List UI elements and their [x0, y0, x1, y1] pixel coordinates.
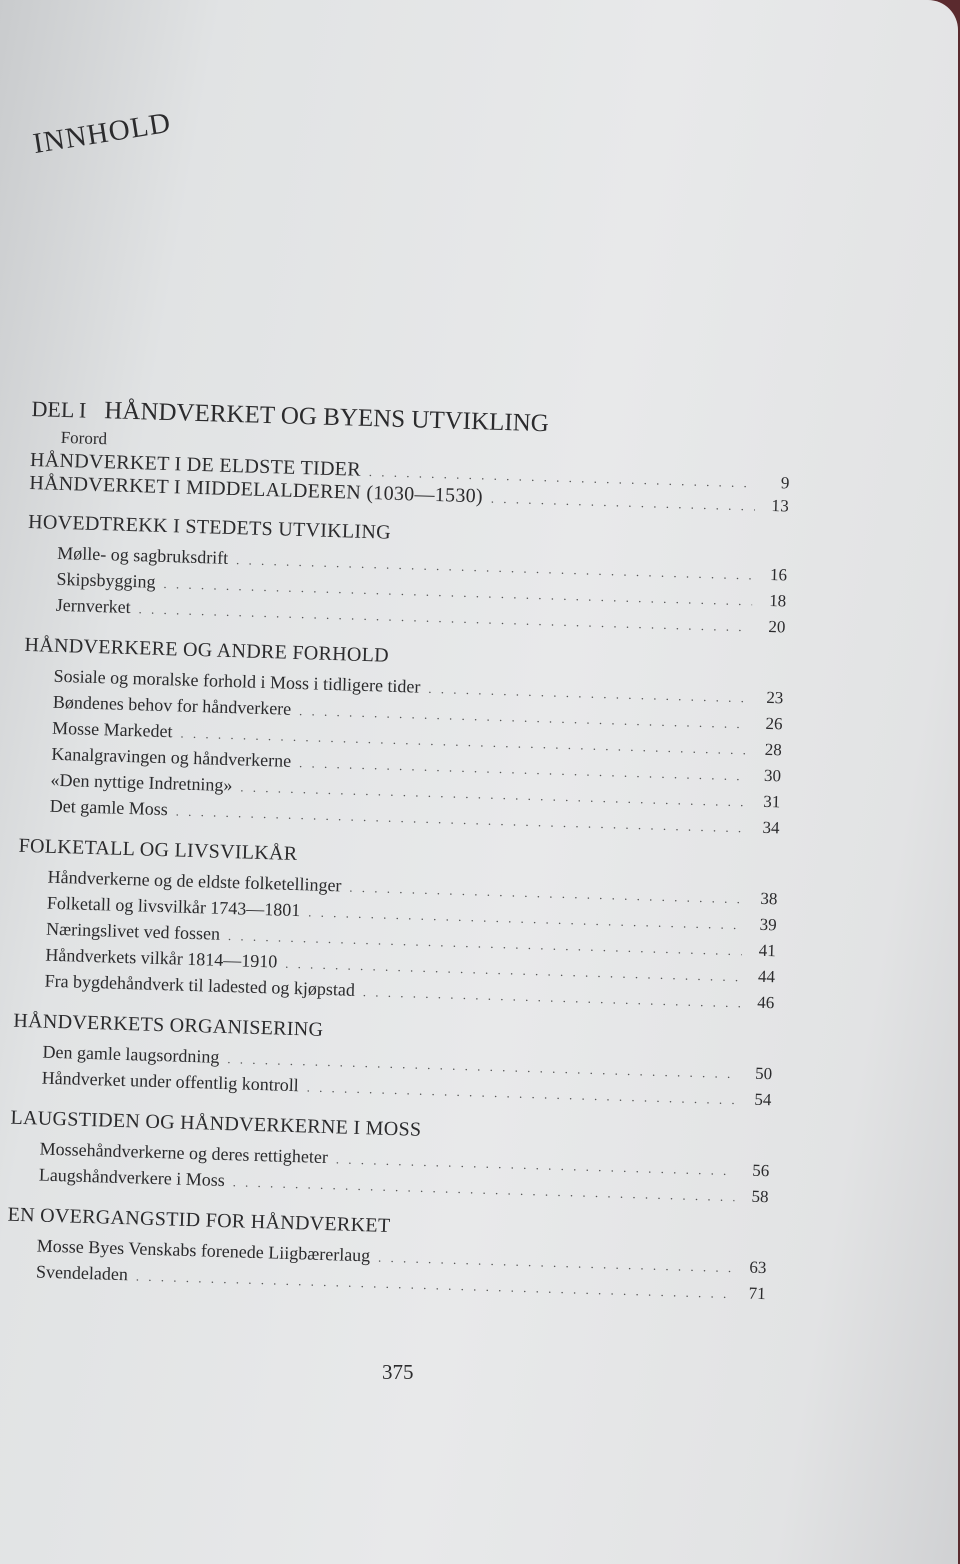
- section-title: «Den nyttige Indretning»: [50, 769, 233, 796]
- page-number: 38: [760, 888, 778, 909]
- page-number: 54: [754, 1089, 772, 1110]
- section-title: Håndverket under offentlig kontroll: [41, 1067, 300, 1096]
- page-number: 9: [780, 473, 791, 493]
- chapter-title: FOLKETALL OG LIVSVILKÅR: [18, 834, 298, 866]
- chapter-title: EN OVERGANGSTID FOR HÅNDVERKET: [7, 1203, 391, 1237]
- toc-chapter: [6, 1204, 768, 1308]
- page-number: 31: [762, 791, 781, 812]
- section-title: Laugshåndverkere i Moss: [38, 1164, 226, 1191]
- page-number: 34: [762, 817, 780, 838]
- section-title: Fra bygdehåndverk til ladested og kjøpstad: [44, 970, 356, 1000]
- page-title: INNHOLD: [30, 106, 174, 161]
- page-number: 39: [759, 914, 777, 935]
- page-number: 23: [766, 687, 784, 708]
- page-number: 20: [768, 616, 786, 637]
- page-number: 58: [751, 1186, 769, 1207]
- toc-chapter: [19, 634, 784, 841]
- section-title: Jernverket: [55, 594, 132, 618]
- section-title: Mosse Byes Venskabs forenede Liigbærerlaug: [36, 1235, 371, 1266]
- section-title: Det gamle Moss: [49, 795, 169, 820]
- section-title: Svendeladen: [35, 1261, 129, 1285]
- section-title: Bøndenes behov for håndverkere: [52, 691, 292, 719]
- part-title: HÅNDVERKET OG BYENS UTVIKLING: [103, 397, 550, 438]
- section-title: Håndverkets vilkår 1814—1910: [45, 944, 278, 972]
- section-title: Kanalgravingen og håndverkerne: [51, 743, 292, 771]
- chapter-title: HÅNDVERKETS ORGANISERING: [13, 1009, 324, 1041]
- page-number: 71: [748, 1283, 766, 1304]
- table-of-contents: [6, 395, 792, 1307]
- part-number: DEL I: [31, 395, 87, 423]
- page-number: 30: [763, 765, 782, 786]
- page-number: 50: [754, 1063, 773, 1084]
- dot-leader: [483, 490, 756, 514]
- page-number: 26: [765, 713, 783, 734]
- chapter-title: HÅNDVERKERE OG ANDRE FORHOLD: [24, 633, 390, 667]
- page-number: 56: [752, 1160, 770, 1181]
- chapter-title: LAUGSTIDEN OG HÅNDVERKERNE I MOSS: [10, 1106, 422, 1141]
- page-number: 16: [769, 564, 788, 585]
- page-number: 18: [768, 590, 787, 611]
- chapter-title: HÅNDVERKET I DE ELDSTE TIDER: [29, 448, 362, 481]
- chapter-title: HOVEDTREKK I STEDETS UTVIKLING: [27, 510, 392, 544]
- page-number: 28: [764, 739, 783, 760]
- page-number: 63: [749, 1257, 767, 1278]
- section-title: Folketall og livsvilkår 1743—1801: [46, 892, 301, 921]
- toc-chapter: [11, 1010, 773, 1114]
- page-number: 41: [758, 940, 777, 961]
- chapter-title: HÅNDVERKET I MIDDELALDEREN (1030—1530): [29, 471, 484, 508]
- toc-chapter: [14, 835, 778, 1016]
- section-title: Den gamle laugsordning: [42, 1041, 220, 1067]
- section-title: Mølle- og sagbruksdrift: [57, 542, 229, 568]
- toc-chapter: [8, 1107, 770, 1211]
- page-number: 44: [757, 966, 776, 987]
- section-title: Skipsbygging: [56, 568, 156, 592]
- section-title: Næringslivet ved fossen: [45, 918, 221, 944]
- section-title: Sosiale og moralske forhold i Moss i tidligere tider: [53, 665, 421, 697]
- foreword-entry: Forord: [60, 427, 108, 449]
- section-title: Håndverkerne og de eldste folketellinger: [47, 866, 342, 896]
- toc-chapter: [25, 511, 788, 640]
- page-folio: 375: [382, 1360, 414, 1384]
- page-number: 46: [757, 992, 775, 1013]
- page-number: 13: [771, 495, 790, 516]
- section-title: Mosse Markedet: [51, 717, 173, 742]
- section-title: Mossehåndverkerne og deres rettigheter: [39, 1138, 329, 1168]
